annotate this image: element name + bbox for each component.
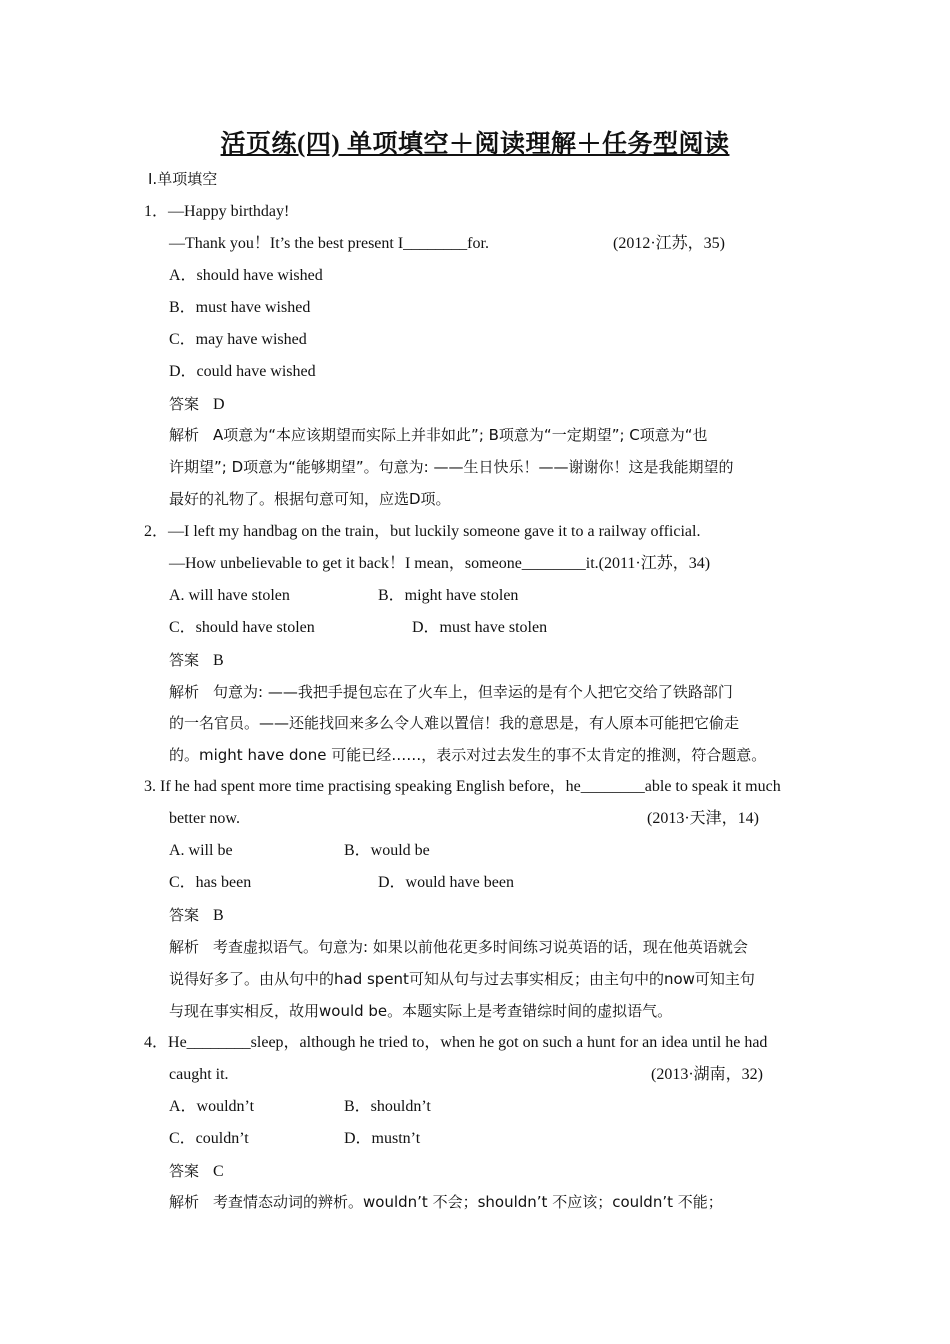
question-line: —Thank you！It’s the best present I________for. — [169, 235, 489, 252]
question-source: (2013·湖南，32) — [651, 1066, 763, 1083]
answer-label: 答案 — [169, 651, 200, 669]
analysis-text: 考查虚拟语气。句意为: 如果以前他花更多时间练习说英语的话，现在他英语就会 — [213, 938, 748, 956]
question-line: caught it. — [169, 1066, 229, 1083]
option-d: D．mustn’t — [344, 1130, 421, 1147]
option-b: B．shouldn’t — [344, 1098, 431, 1115]
option-b: B．must have wished — [169, 299, 311, 316]
option-d: D．would have been — [378, 874, 514, 891]
analysis-text: 的。might have done 可能已经……，表示对过去发生的事不太肯定的推测，符合题意。 — [169, 746, 767, 764]
option-b: B．would be — [344, 842, 430, 859]
answer-value: C — [213, 1163, 224, 1180]
analysis-text: 最好的礼物了。根据句意可知，应选D项。 — [169, 490, 451, 508]
question-line: —Happy birthday! — [168, 203, 290, 220]
option-d: D．must have stolen — [412, 619, 548, 636]
question-line: —I left my handbag on the train，but luckily someone gave it to a railway official. — [168, 523, 701, 540]
answer-value: B — [213, 907, 224, 924]
analysis-line — [169, 937, 748, 957]
option-c: C．should have stolen — [169, 619, 315, 636]
question-source: (2012·江苏，35) — [613, 235, 725, 252]
question-number: 4． — [144, 1034, 169, 1051]
option-c: C．couldn’t — [169, 1130, 249, 1147]
option-c: C．has been — [169, 874, 252, 891]
answer-value: D — [213, 396, 225, 413]
answer-line — [169, 905, 224, 926]
option-a: A. will have stolen — [169, 587, 290, 604]
analysis-text: 许期望”; D项意为“能够期望”。句意为: ——生日快乐！——谢谢你！这是我能期望的 — [169, 458, 734, 476]
analysis-line — [169, 425, 708, 445]
option-d: D．could have wished — [169, 363, 316, 380]
option-a: A. will be — [169, 842, 233, 859]
answer-value: B — [213, 652, 224, 669]
question-number: 1． — [144, 203, 169, 220]
question-source: (2013·天津，14) — [647, 810, 759, 827]
option-b: B．might have stolen — [378, 587, 519, 604]
answer-label: 答案 — [169, 395, 200, 413]
analysis-label: 解析 — [169, 683, 200, 701]
question-1 — [144, 202, 289, 222]
question-line: —How unbelievable to get it back！I mean，someone________it.(2011·江苏，34) — [169, 555, 711, 572]
analysis-text: 句意为: ——我把手提包忘在了火车上，但幸运的是有个人把它交给了铁路部门 — [213, 683, 733, 701]
analysis-text: 的一名官员。——还能找回来多么令人难以置信！我的意思是，有人原本可能把它偷走 — [169, 714, 740, 732]
answer-label: 答案 — [169, 1162, 200, 1180]
answer-label: 答案 — [169, 906, 200, 924]
answer-line — [169, 394, 225, 415]
analysis-text: 说得好多了。由从句中的had spent可知从句与过去事实相反；由主句中的now可知主句 — [169, 970, 755, 988]
analysis-text: 考查情态动词的辨析。wouldn’t 不会；shouldn’t 不应该；couldn’t 不能； — [213, 1193, 723, 1211]
analysis-line — [169, 682, 733, 702]
section-heading: Ⅰ.单项填空 — [148, 170, 218, 188]
option-a: A．should have wished — [169, 267, 323, 284]
option-a: A．wouldn’t — [169, 1098, 255, 1115]
question-4 — [144, 1033, 767, 1053]
answer-line — [169, 1161, 224, 1182]
answer-line — [169, 650, 224, 671]
question-line: better now. — [169, 810, 240, 827]
analysis-label: 解析 — [169, 938, 200, 956]
analysis-text: 与现在事实相反，故用would be。本题实际上是考查错综时间的虚拟语气。 — [169, 1002, 673, 1020]
analysis-label: 解析 — [169, 426, 200, 444]
question-number: 3. — [144, 778, 156, 795]
question-line: He________sleep，although he tried to，when he got on such a hunt for an idea until he had — [168, 1034, 768, 1051]
analysis-line — [169, 1192, 723, 1212]
question-number: 2． — [144, 523, 169, 540]
question-line: If he had spent more time practising speaking English before，he________able to speak it much — [160, 778, 781, 795]
question-2 — [144, 522, 700, 542]
option-c: C．may have wished — [169, 331, 307, 348]
page-title: 活页练(四) 单项填空＋阅读理解＋任务型阅读 — [220, 131, 730, 158]
analysis-label: 解析 — [169, 1193, 200, 1211]
question-3 — [144, 777, 781, 797]
analysis-text: A项意为“本应该期望而实际上并非如此”; B项意为“一定期望”; C项意为“也 — [213, 426, 708, 444]
